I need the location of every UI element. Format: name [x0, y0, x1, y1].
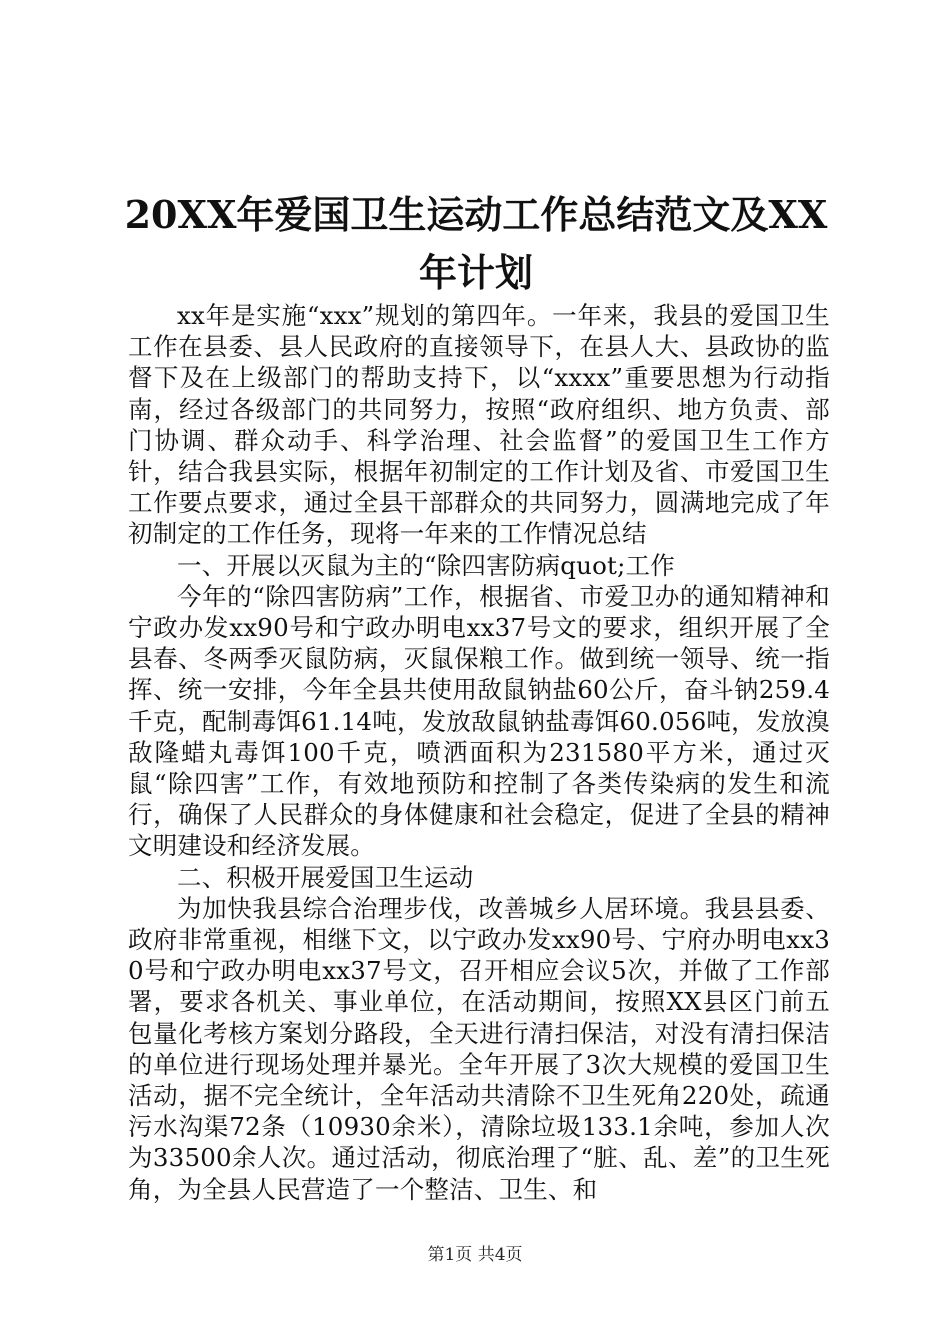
section-2-paragraph: 为加快我县综合治理步伐，改善城乡人居环境。我县县委、政府非常重视，相继下文，以宁政办发xx90号、宁府办明电xx30号和宁政办明电xx37号文，召开相应会议5次，并做了工作部署，要求各机关、事业单位，在活动期间，按照XX县区门前五包量化考核方案划分路段，全天进行清扫保洁，对没有清扫保洁的单位进行现场处理并暴光。全年开展了3次大规模的爱国卫生活动，据不完全统计，全年活动共清除不卫生死角220处，疏通污水沟渠72条（10930余米），清除垃圾133.1余吨，参加人次为33500余人次。通过活动，彻底治理了“脏、乱、差”的卫生死角，为全县人民营造了一个整洁、卫生、和	[128, 893, 830, 1204]
intro-paragraph: xx年是实施“xxx”规划的第四年。一年来，我县的爱国卫生工作在县委、县人民政府的直接领导下，在县人大、县政协的监督下及在上级部门的帮助支持下，以“xxxx”重要思想为行动指南，经过各级部门的共同努力，按照“政府组织、地方负责、部门协调、群众动手、科学治理、社会监督”的爱国卫生工作方针，结合我县实际，根据年初制定的工作计划及省、市爱国卫生工作要点要求，通过全县干部群众的共同努力，圆满地完成了年初制定的工作任务，现将一年来的工作情况总结	[128, 301, 830, 549]
document-body	[128, 300, 830, 1205]
section-heading-1: 一、开展以灭鼠为主的“除四害防病quot;工作	[177, 550, 675, 580]
page-footer: 第1页 共4页	[427, 1245, 523, 1265]
document-title: 20XX年爱国卫生运动工作总结范文及XX年计划	[124, 192, 828, 295]
section-1-paragraph: 今年的“除四害防病”工作，根据省、市爱卫办的通知精神和宁政办发xx90号和宁政办明电xx37号文的要求，组织开展了全县春、冬两季灭鼠防病，灭鼠保粮工作。做到统一领导、统一指挥、统一安排，今年全县共使用敌鼠钠盐60公斤，奋斗钠259.4千克，配制毒饵61.14吨，发放敌鼠钠盐毒饵60.056吨，发放溴敌隆蜡丸毒饵100千克，喷洒面积为231580平方米，通过灭鼠“除四害”工作，有效地预防和控制了各类传染病的发生和流行，确保了人民群众的身体健康和社会稳定，促进了全县的精神文明建设和经济发展。	[128, 581, 830, 861]
section-heading-2: 二、积极开展爱国卫生运动	[177, 862, 474, 892]
